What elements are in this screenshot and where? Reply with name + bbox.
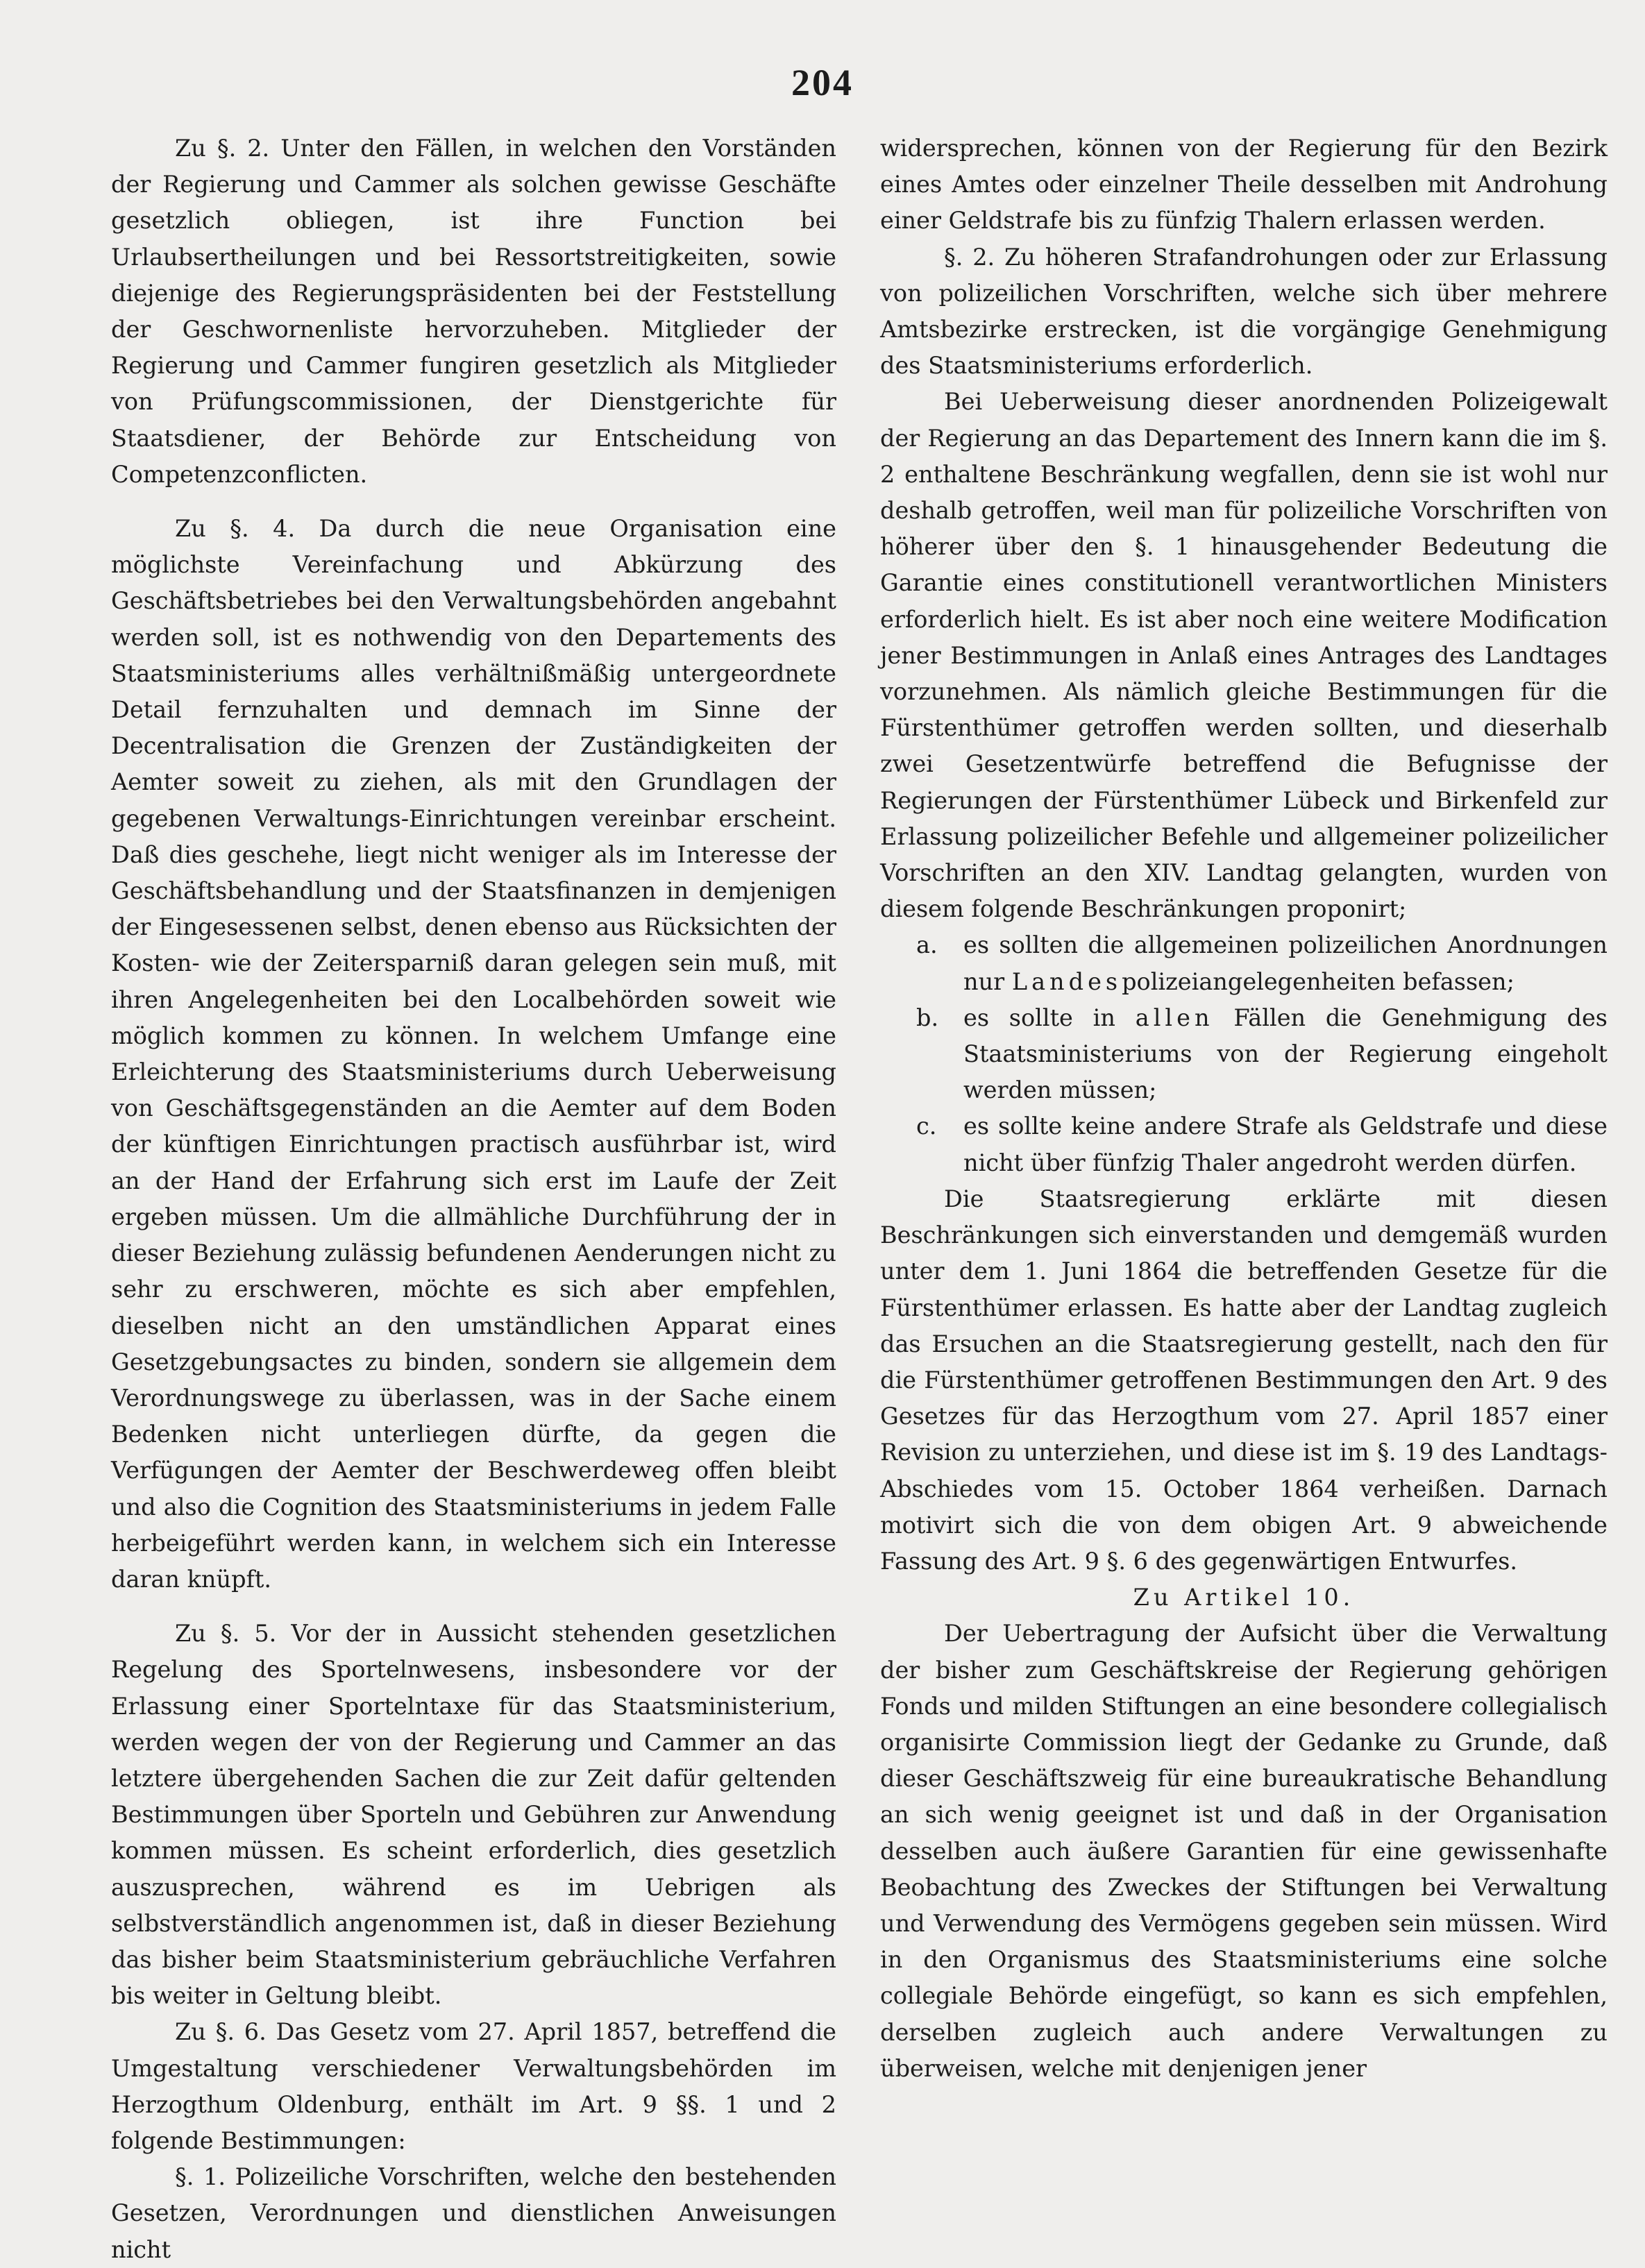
paragraph-zu-4: Zu §. 4. Da durch die neue Organisation eine möglichste Vereinfachung und Abkürzung des Geschäftsbetriebes bei den Verwaltungsbehörden angebahnt werden soll, ist es nothwendig von den Departements des Staatsministeriums alles verhältnißmäßig untergeordnete Detail fernzuhalten und demnach im Sinne der Decentralisation die Grenzen der Zuständigkeiten der Aemter soweit zu ziehen, als mit den Grundlagen der gegebenen Verwaltungs-Einrichtungen vereinbar erscheint. Daß dies geschehe, liegt nicht weniger als im Interesse der Geschäftsbehandlung und der Staatsfinanzen in demjenigen der Eingesessenen selbst, denen ebenso aus Rücksichten der Kosten- wie der Zeitersparniß daran gelegen sein muß, mit ihren Angelegenheiten bei den Localbehörden soweit wie möglich kommen zu können. In welchem Umfange eine Erleichterung des Staatsministeriums durch Ueberweisung von Geschäftsgegenständen an die Aemter auf dem Boden der künftigen Einrichtungen practisch ausführbar ist, wird an der Hand der Erfahrung sich erst im Laufe der Zeit ergeben müssen. Um die allmähliche Durchführung der in dieser Beziehung zulässig befundenen Aenderungen nicht zu sehr zu erschweren, möchte es sich aber empfehlen, dieselben nicht an den umständlichen Apparat eines Gesetzgebungsactes zu binden, sondern sie allgemein dem Verordnungswege zu überlassen, was in der Sache einem Bedenken nicht unterliegen dürfte, da gegen die Verfügungen der Aemter der Beschwerdeweg offen bleibt und also die Cognition des Staatsministeriums in jedem Falle herbeigeführt werden kann, in welchem sich ein Interesse daran knüpft.	[111, 515, 836, 1593]
list-item-text: polizeiangelegenheiten befassen;	[1122, 967, 1515, 995]
paragraph-section-2: §. 2. Zu höheren Strafandrohungen oder zur Erlassung von polizeilichen Vorschriften, welche sich über mehrere Amtsbezirke erstrecken, ist die vorgängige Genehmigung des Staatsministeriums erforderlich.	[880, 243, 1608, 380]
list-item-text: es sollten die allgemeinen polizeilichen Anordnungen nur	[963, 931, 1608, 995]
paragraph-section-1: §. 1. Polizeiliche Vorschriften, welche den bestehenden Gesetzen, Verordnungen und dienstlichen Anweisungen nicht	[111, 2163, 836, 2263]
page-number: 204	[791, 62, 854, 103]
paragraph-ueberweisung: Bei Ueberweisung dieser anordnenden Polizeigewalt der Regierung an das Departement des Innern kann die im §. 2 enthaltene Beschränkung wegfallen, denn sie ist wohl nur deshalb getroffen, weil man für polizeiliche Vorschriften von höherer über den §. 1 hinausgehender Bedeutung die Garantie eines constitutionell verantwortlichen Ministers erforderlich hielt. Es ist aber noch eine weitere Modification jener Bestimmungen in Anlaß eines Antrages des Landtages vorzunehmen. Als nämlich gleiche Bestimmungen für die Fürstenthümer getroffen werden sollten, und dieserhalb zwei Gesetzentwürfe betreffend die Befugnisse der Regierungen der Fürstenthümer Lübeck und Birkenfeld zur Erlassung polizeilicher Befehle und allgemeiner polizeilicher Vorschriften an den XIV. Landtag gelangten, wurden von diesem folgende Beschränkungen proponirt;	[880, 388, 1608, 923]
section-heading: Zu Artikel 10.	[1133, 1584, 1355, 1611]
left-column	[111, 130, 836, 2268]
list-item-label: a.	[916, 931, 938, 959]
paragraph-zu-6: Zu §. 6. Das Gesetz vom 27. April 1857, betreffend die Umgestaltung verschiedener Verwaltungsbehörden im Herzogthum Oldenburg, enthält im Art. 9 §§. 1 und 2 folgende Bestimmungen:	[111, 2018, 836, 2154]
restrictions-list	[880, 927, 1608, 1180]
list-item	[880, 1000, 1608, 1109]
list-item-label: b.	[916, 1004, 939, 1031]
list-item	[880, 927, 1608, 999]
list-item-text: Fällen die Genehmigung des Staatsministeriums von der Regierung eingeholt werden müssen;	[963, 1004, 1608, 1104]
right-column	[880, 130, 1608, 2087]
list-item-text: es sollte keine andere Strafe als Geldstrafe und diese nicht über fünfzig Thaler angedroht werden dürfen.	[963, 1112, 1608, 1176]
list-item-spaced-text: Landes	[1011, 967, 1122, 995]
paragraph-zu-2: Zu §. 2. Unter den Fällen, in welchen den Vorständen der Regierung und Cammer als solchen gewisse Geschäfte gesetzlich obliegen, ist ihre Function bei Urlaubsertheilungen und bei Ressortstreitigkeiten, sowie diejenige des Regierungspräsidenten bei der Feststellung der Geschwornenliste hervorzuheben. Mitglieder der Regierung und Cammer fungiren gesetzlich als Mitglieder von Prüfungscommissionen, der Dienstgerichte für Staatsdiener, der Behörde zur Entscheidung von Competenzconflicten.	[111, 135, 836, 488]
list-item-spaced-text: allen	[1135, 1004, 1214, 1031]
paragraph-staatsregierung: Die Staatsregierung erklärte mit diesen Beschränkungen sich einverstanden und demgemäß wurden unter dem 1. Juni 1864 die betreffenden Gesetze für die Fürstenthümer erlassen. Es hatte aber der Landtag zugleich das Ersuchen an die Staatsregierung gestellt, nach den für die Fürstenthümer getroffenen Bestimmungen den Art. 9 des Gesetzes für das Herzogthum vom 27. April 1857 einer Revision zu unterziehen, und diese ist im §. 19 des Landtags-Abschiedes vom 15. October 1864 verheißen. Darnach motivirt sich die von dem obigen Art. 9 abweichende Fassung des Art. 9 §. 6 des gegenwärtigen Entwurfes.	[880, 1185, 1608, 1575]
list-item-text: es sollte in	[963, 1004, 1136, 1031]
paragraph-zu-5: Zu §. 5. Vor der in Aussicht stehenden gesetzlichen Regelung des Sportelnwesens, insbesondere vor der Erlassung einer Sportelntaxe für das Staatsministerium, werden wegen der von der Regierung und Cammer an das letztere übergehenden Sachen die zur Zeit dafür geltenden Bestimmungen über Sporteln und Gebühren zur Anwendung kommen müssen. Es scheint erforderlich, dies gesetzlich auszusprechen, während es im Uebrigen als selbstverständlich angenommen ist, daß in dieser Beziehung das bisher beim Staatsministerium gebräuchliche Verfahren bis weiter in Geltung bleibt.	[111, 1620, 836, 2010]
paragraph-artikel-10: Der Uebertragung der Aufsicht über die Verwaltung der bisher zum Geschäftskreise der Regierung gehörigen Fonds und milden Stiftungen an eine besondere collegialisch organisirte Commission liegt der Gedanke zu Grunde, daß dieser Geschäftszweig für eine bureaukratische Behandlung an sich wenig geeignet ist und daß in der Organisation desselben auch äußere Garantien für eine gewissenhafte Beobachtung des Zweckes der Stiftungen bei Verwaltung und Verwendung des Vermögens gegeben sein müssen. Wird in den Organismus des Staatsministeriums eine solche collegiale Behörde eingefügt, so kann es sich empfehlen, derselben zugleich auch andere Verwaltungen zu überweisen, welche mit denjenigen jener	[880, 1620, 1608, 2082]
paragraph-section-1-continued: widersprechen, können von der Regierung für den Bezirk eines Amtes oder einzelner Theile desselben mit Androhung einer Geldstrafe bis zu fünfzig Thalern erlassen werden.	[880, 135, 1608, 235]
list-item	[880, 1108, 1608, 1180]
list-item-label: c.	[916, 1112, 937, 1140]
